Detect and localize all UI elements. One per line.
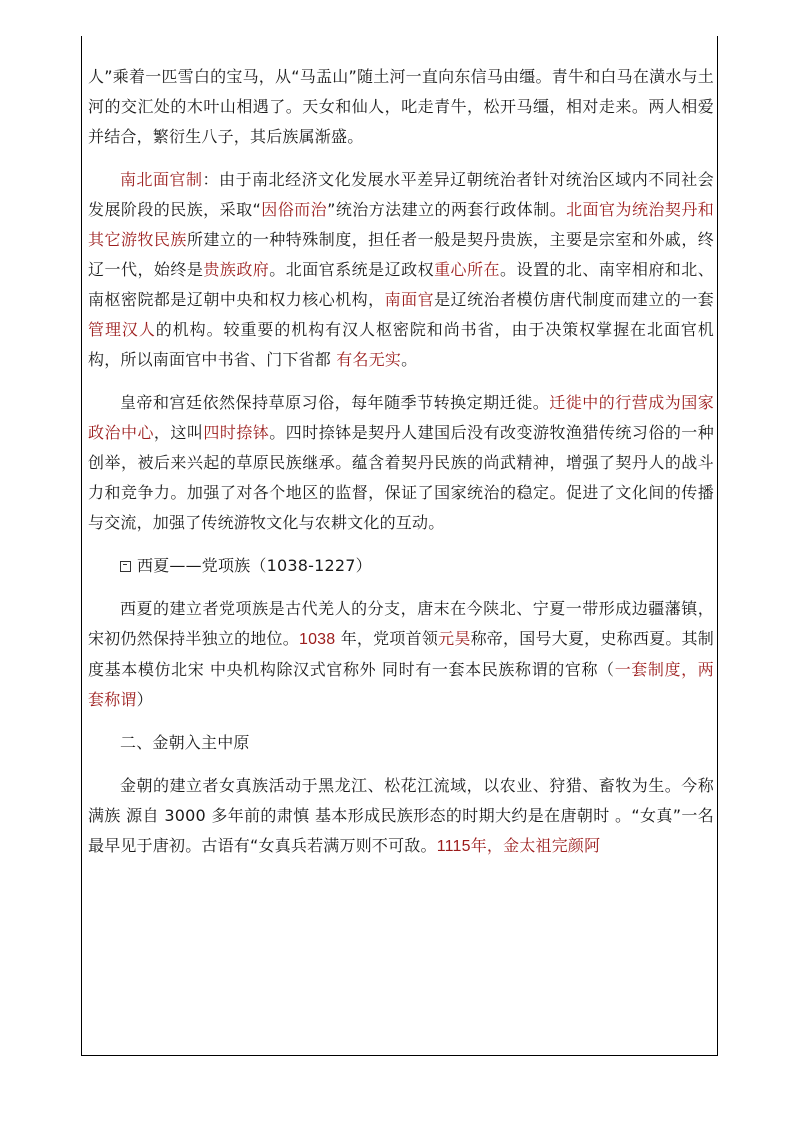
heading-text: 二、金朝入主中原: [120, 733, 250, 752]
text-span: ）: [136, 690, 153, 709]
text-span: 的机构。较重要的机构有汉人枢密院和尚书省，由于决策权掌握在北面官机构，所以南面官中书省、门下省都: [88, 320, 714, 369]
text-span: 。北面官系统是辽政权: [269, 260, 435, 279]
term-guizu: 贵族政府: [203, 260, 270, 279]
term-beimianguan: 北面官为统治契丹和其它游牧民族: [88, 200, 714, 249]
term-yuanhao: 元昊: [438, 629, 471, 648]
text-span: 金朝的建立者女真族活动于黑龙江、松花江流域，以农业、狩猎、畜牧为生。今称满族 源自 3000 多年前的肃慎 基本形成民族形态的时期大约是在唐朝时 。“女真”一名最早见于唐初。古语有“女真兵若满万则不可敌。: [88, 776, 714, 855]
text-span: 西夏的建立者党项族是古代羌人的分支，唐末在今陕北、宁夏一带形成边疆藩镇，宋初仍然保持半独立的地位。: [88, 599, 714, 648]
term-yitao: 一套制度，两套称谓: [88, 660, 714, 709]
heading-text: 西夏——党项族（1038-1227）: [137, 556, 372, 575]
term-youming: 有名无实: [336, 350, 402, 369]
text-span: 。: [401, 350, 418, 369]
text-span: 。四时捺钵是契丹人建国后没有改变游牧渔猎传统习俗的一种创举，被后来兴起的草原民族继承。蕴含着契丹民族的尚武精神，增强了契丹人的战斗力和竞争力。加强了对各个地区的监督，保证了国家统治的稳定。促进了文化间的传播与交流，加强了传统游牧文化与农耕文化的互动。: [88, 423, 714, 532]
text-span: 称帝，国号大夏，史称西夏。其制度基本模仿北宋 中央机构除汉式官称外 同时有一套本民族称谓的官称（: [88, 629, 714, 679]
paragraph-nanbeimian: [88, 165, 714, 375]
paragraph-legend: [88, 62, 714, 152]
term-jintaizu: 年，金太祖完颜阿: [470, 836, 601, 855]
text-span: 是辽统治者模仿唐代制度而建立的一套: [434, 290, 714, 309]
text-span: 。设置的北、南宰相府和北、南枢密院都是辽朝中央和权力核心机构，: [88, 260, 714, 309]
heading-xixia: [88, 551, 714, 581]
text-span: ，这叫: [153, 423, 204, 442]
year-1038: 1038: [298, 631, 336, 648]
paragraph-jin: [88, 771, 714, 862]
legend-text: 人”乘着一匹雪白的宝马，从“马盂山”随土河一直向东信马由缰。青牛和白马在潢水与土河的交汇处的木叶山相遇了。天女和仙人，叱走青牛，松开马缰，相对走来。两人相爱并结合，繁衍生八子，其后族属渐盛。: [88, 67, 714, 146]
term-nabo: 四时捺钵: [203, 423, 270, 442]
text-span: 年，党项首领: [335, 629, 439, 648]
term-nanmianguan: 南面官: [384, 290, 435, 309]
document-body: [88, 62, 714, 862]
heading-jin: [88, 728, 714, 758]
paragraph-xixia: [88, 594, 714, 715]
text-span: ：由于南北经济文化发展水平差异辽朝统治者针对统治区域内不同社会发展阶段的民族，采取“: [88, 170, 714, 219]
text-span: ”统治方法建立的两套行政体制。: [327, 200, 567, 219]
term-zhongxin: 重心所在: [434, 260, 500, 279]
text-span: 所建立的一种特殊制度，担任者一般是契丹贵族，主要是宗室和外戚，终辽一代，始终是: [88, 230, 714, 279]
term-nanbeimian: 南北面官制: [120, 170, 203, 189]
paragraph-nabo: [88, 388, 714, 538]
term-xingying: 迁徙中的行营成为国家政治中心: [88, 393, 714, 442]
term-yinsu: 因俗而治: [261, 200, 328, 219]
checkbox-bullet-icon: [120, 561, 131, 572]
text-span: 皇帝和宫廷依然保持草原习俗，每年随季节转换定期迁徙。: [120, 393, 550, 412]
term-guanli: 管理汉人: [88, 320, 156, 339]
year-1115: 1115: [436, 838, 471, 855]
